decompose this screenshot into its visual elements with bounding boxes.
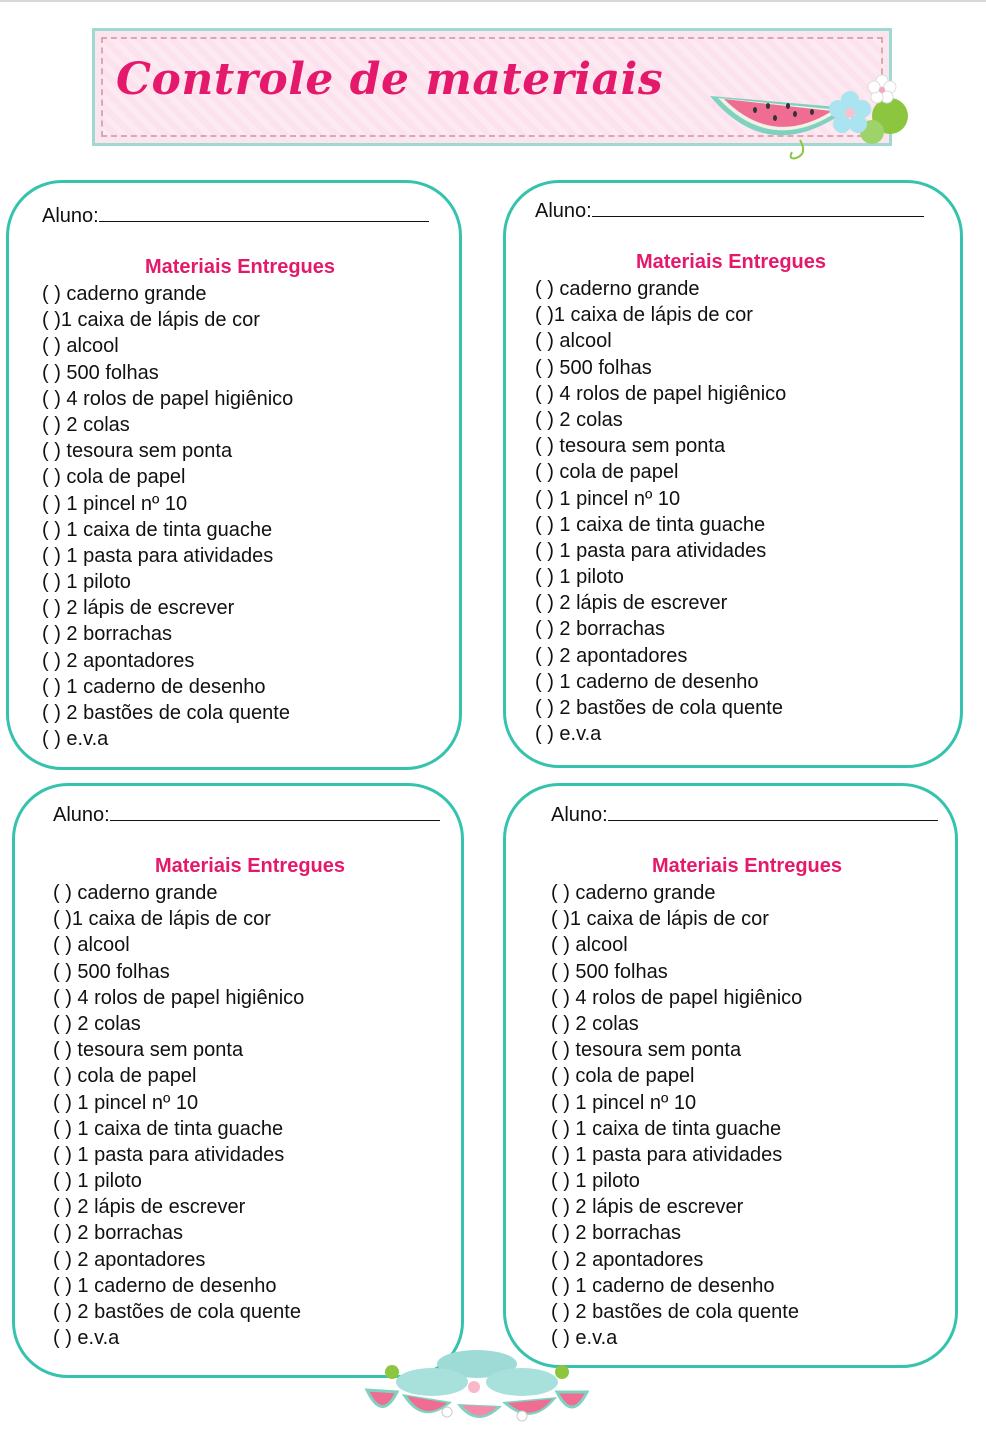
checklist-item[interactable]: ( ) 4 rolos de papel higiênico: [53, 986, 305, 1009]
checklist-item[interactable]: ( ) 1 pincel nº 10: [42, 492, 188, 515]
checklist-item[interactable]: ( ) 4 rolos de papel higiênico: [42, 387, 294, 410]
aluno-label: Aluno:: [42, 205, 99, 227]
checklist-item[interactable]: ( ) cola de papel: [53, 1065, 197, 1088]
checklist-item[interactable]: ( ) 2 borrachas: [551, 1222, 682, 1245]
checklist-item[interactable]: ( ) 1 caderno de desenho: [551, 1274, 775, 1297]
checklist-item[interactable]: ( ) 2 colas: [535, 408, 623, 431]
checklist-item[interactable]: ( ) 2 bastões de cola quente: [53, 1301, 301, 1323]
materials-checklist: [551, 880, 802, 1351]
checklist-item[interactable]: ( ) 1 pincel nº 10: [53, 1091, 199, 1114]
checklist-item[interactable]: ( ) 4 rolos de papel higiênico: [551, 986, 803, 1009]
materials-heading: Materiais Entregues: [635, 251, 827, 273]
aluno-label: Aluno:: [551, 804, 608, 826]
checklist-item[interactable]: ( ) 2 bastões de cola quente: [535, 697, 783, 719]
checklist-item[interactable]: ( ) 1 piloto: [551, 1170, 640, 1193]
checklist-item[interactable]: ( ) tesoura sem ponta: [53, 1039, 244, 1062]
checklist-item[interactable]: ( ) cola de papel: [42, 466, 186, 489]
checklist-item[interactable]: ( ) 2 apontadores: [42, 649, 195, 672]
checklist-item[interactable]: ( ) 1 piloto: [53, 1170, 142, 1193]
checklist-item[interactable]: ( ) 2 bastões de cola quente: [551, 1301, 799, 1323]
checklist-item[interactable]: ( ) e.v.a: [53, 1327, 120, 1350]
checklist-item[interactable]: ( ) 2 borrachas: [42, 623, 173, 646]
top-border-line: [0, 0, 986, 2]
checklist-item[interactable]: ( )1 caixa de lápis de cor: [53, 908, 271, 931]
checklist-item[interactable]: ( ) e.v.a: [42, 728, 109, 751]
checklist-item[interactable]: ( ) 1 pasta para atividades: [42, 544, 274, 567]
checklist-item[interactable]: ( )1 caixa de lápis de cor: [42, 309, 260, 332]
materials-heading: Materiais Entregues: [144, 256, 336, 278]
checklist-item[interactable]: ( ) 1 caixa de tinta guache: [551, 1117, 782, 1140]
checklist-item[interactable]: ( ) tesoura sem ponta: [42, 440, 233, 463]
materials-checklist: [535, 276, 786, 747]
checklist-item[interactable]: ( ) caderno grande: [551, 882, 716, 904]
student-name-field[interactable]: [53, 804, 440, 827]
materials-checklist: [53, 880, 304, 1351]
checklist-item[interactable]: ( )1 caixa de lápis de cor: [535, 304, 753, 327]
checklist-item[interactable]: ( ) 1 piloto: [42, 571, 131, 594]
checklist-item[interactable]: ( ) 1 piloto: [535, 566, 624, 589]
page-title: Controle de materiais: [116, 54, 664, 105]
checklist-item[interactable]: ( ) 2 borrachas: [53, 1222, 184, 1245]
checklist-item[interactable]: ( ) 2 apontadores: [551, 1248, 704, 1271]
checklist-item[interactable]: ( ) alcool: [535, 330, 612, 353]
checklist-item[interactable]: ( ) 500 folhas: [551, 960, 668, 983]
checklist-item[interactable]: ( )1 caixa de lápis de cor: [551, 908, 769, 931]
checklist-item[interactable]: ( ) cola de papel: [551, 1065, 695, 1088]
checklist-item[interactable]: ( ) e.v.a: [551, 1327, 618, 1350]
aluno-label: Aluno:: [535, 200, 592, 222]
checklist-item[interactable]: ( ) 2 colas: [551, 1012, 639, 1035]
checklist-item[interactable]: ( ) 2 lápis de escrever: [535, 592, 728, 615]
checklist-item[interactable]: ( ) 2 colas: [42, 413, 130, 436]
student-name-field[interactable]: [551, 804, 938, 827]
checklist-item[interactable]: ( ) 500 folhas: [42, 361, 159, 384]
checklist-item[interactable]: ( ) caderno grande: [42, 283, 207, 305]
checklist-item[interactable]: ( ) cola de papel: [535, 461, 679, 484]
checklist-item[interactable]: ( ) 1 pasta para atividades: [535, 539, 767, 562]
checklist-item[interactable]: ( ) 1 caderno de desenho: [535, 670, 759, 693]
checklist-item[interactable]: ( ) 1 pasta para atividades: [551, 1143, 783, 1166]
checklist-item[interactable]: ( ) 2 colas: [53, 1012, 141, 1035]
checklist-item[interactable]: ( ) 1 caixa de tinta guache: [53, 1117, 284, 1140]
checklist-item[interactable]: ( ) 1 pincel nº 10: [535, 487, 681, 510]
checklist-item[interactable]: ( ) alcool: [53, 934, 130, 957]
student-name-field[interactable]: [42, 205, 429, 228]
watermelon-flower-icon: [700, 68, 915, 168]
checklist-item[interactable]: ( ) tesoura sem ponta: [535, 435, 726, 458]
checklist-item[interactable]: ( ) alcool: [42, 335, 119, 358]
checklist-item[interactable]: ( ) 2 lápis de escrever: [42, 597, 235, 620]
checklist-item[interactable]: ( ) 2 bastões de cola quente: [42, 702, 290, 724]
checklist-item[interactable]: ( ) 1 caderno de desenho: [42, 675, 266, 698]
aluno-label: Aluno:: [53, 804, 110, 826]
checklist-item[interactable]: ( ) 1 caderno de desenho: [53, 1274, 277, 1297]
checklist-item[interactable]: ( ) 2 apontadores: [535, 644, 688, 667]
checklist-item[interactable]: ( ) tesoura sem ponta: [551, 1039, 742, 1062]
checklist-item[interactable]: ( ) 2 lápis de escrever: [551, 1196, 744, 1219]
student-name-field[interactable]: [535, 200, 924, 223]
watermelon-cluster-icon: [362, 1342, 592, 1431]
checklist-item[interactable]: ( ) 1 pasta para atividades: [53, 1143, 285, 1166]
checklist-item[interactable]: ( ) 2 apontadores: [53, 1248, 206, 1271]
checklist-item[interactable]: ( ) 500 folhas: [53, 960, 170, 983]
checklist-item[interactable]: ( ) 500 folhas: [535, 356, 652, 379]
checklist-item[interactable]: ( ) 1 pincel nº 10: [551, 1091, 697, 1114]
materials-checklist: [42, 281, 293, 752]
checklist-item[interactable]: ( ) caderno grande: [53, 882, 218, 904]
checklist-item[interactable]: ( ) 1 caixa de tinta guache: [42, 518, 273, 541]
checklist-item[interactable]: ( ) 2 borrachas: [535, 618, 666, 641]
checklist-item[interactable]: ( ) e.v.a: [535, 723, 602, 746]
checklist-item[interactable]: ( ) 2 lápis de escrever: [53, 1196, 246, 1219]
checklist-item[interactable]: ( ) 1 caixa de tinta guache: [535, 513, 766, 536]
checklist-item[interactable]: ( ) alcool: [551, 934, 628, 957]
materials-heading: Materiais Entregues: [651, 855, 843, 877]
materials-heading: Materiais Entregues: [154, 855, 346, 877]
checklist-item[interactable]: ( ) 4 rolos de papel higiênico: [535, 382, 787, 405]
checklist-item[interactable]: ( ) caderno grande: [535, 278, 700, 300]
